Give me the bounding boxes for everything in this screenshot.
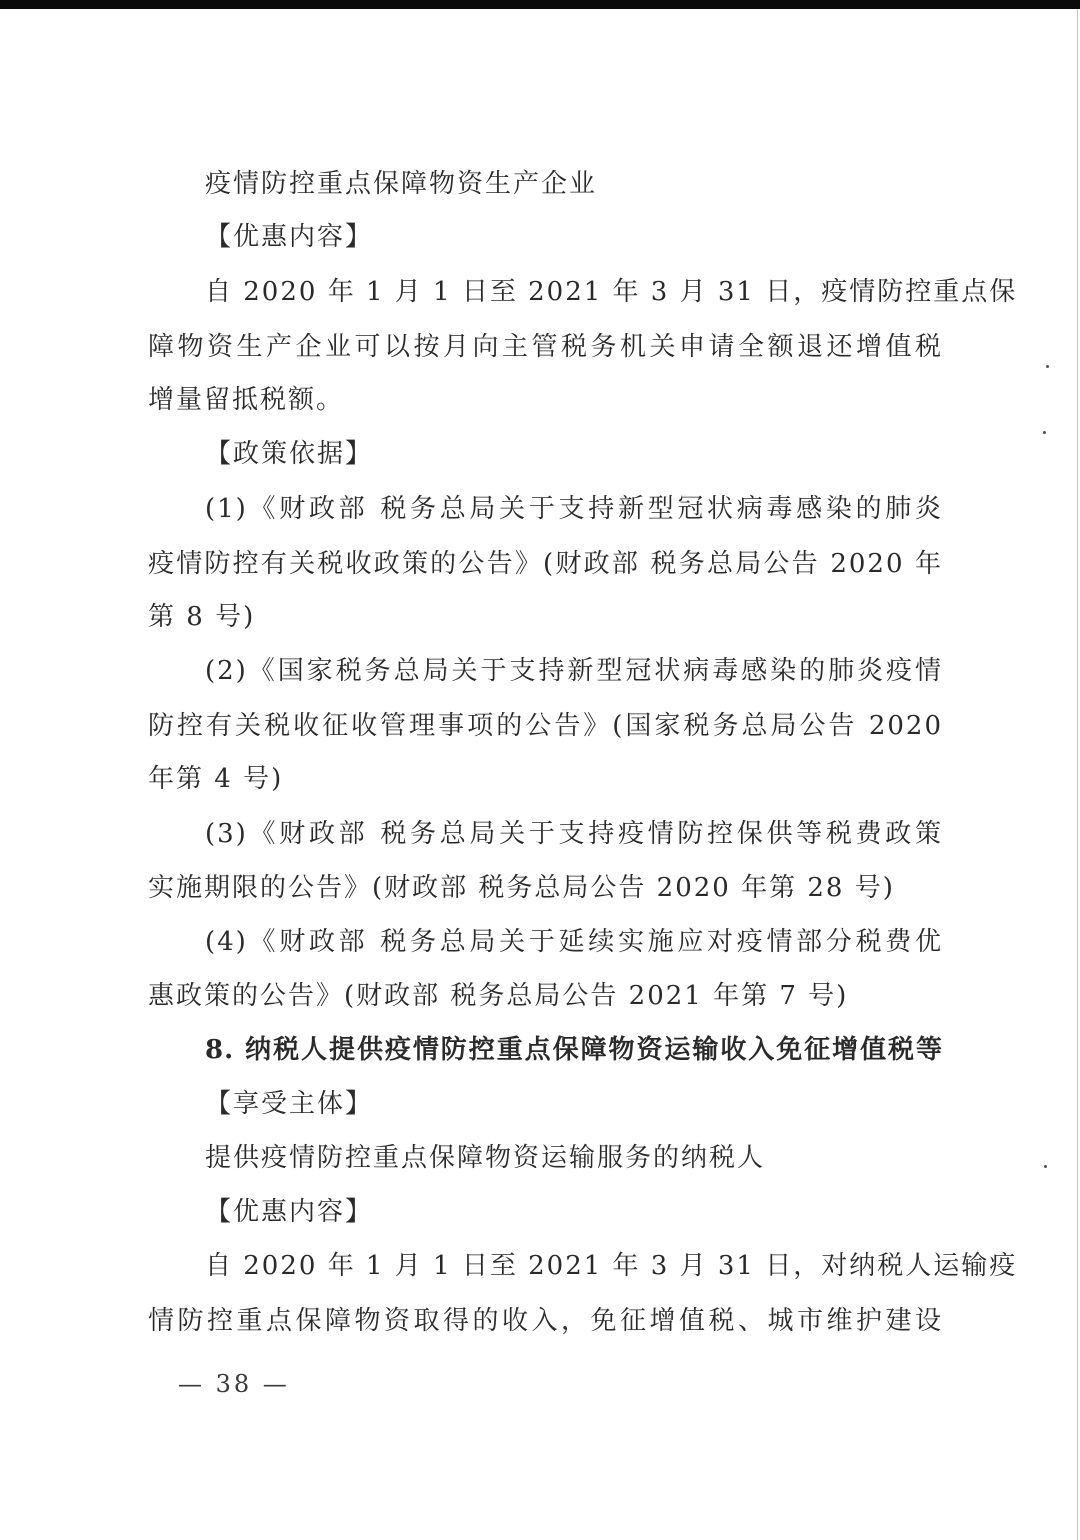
paragraph-line: 增量留抵税额。 bbox=[148, 385, 345, 415]
policy-reference-2-cont: 年第 4 号) bbox=[148, 764, 284, 794]
subject-text: 疫情防控重点保障物资生产企业 bbox=[205, 169, 598, 199]
scan-speck bbox=[1046, 365, 1049, 368]
policy-reference-3-cont: 实施期限的公告》(财政部 税务总局公告 2020 年第 28 号) bbox=[148, 873, 895, 903]
policy-reference-2: (2)《国家税务总局关于支持新型冠状病毒感染的肺炎疫情 bbox=[205, 656, 943, 686]
subject-text: 提供疫情防控重点保障物资运输服务的纳税人 bbox=[205, 1143, 766, 1173]
policy-reference-4-cont: 惠政策的公告》(财政部 税务总局公告 2021 年第 7 号) bbox=[148, 981, 849, 1011]
scan-speck bbox=[1044, 1165, 1047, 1168]
policy-reference-1: (1)《财政部 税务总局关于支持新型冠状病毒感染的肺炎 bbox=[205, 494, 943, 524]
section-heading-subject: 【享受主体】 bbox=[205, 1089, 374, 1119]
item-8-heading: 8. 纳税人提供疫情防控重点保障物资运输收入免征增值税等 bbox=[205, 1035, 943, 1065]
paragraph-line: 情防控重点保障物资取得的收入，免征增值税、城市维护建设 bbox=[148, 1306, 943, 1336]
policy-reference-4: (4)《财政部 税务总局关于延续实施应对疫情部分税费优 bbox=[205, 927, 943, 957]
policy-reference-3: (3)《财政部 税务总局关于支持疫情防控保供等税费政策 bbox=[205, 819, 943, 849]
policy-reference-1-cont: 疫情防控有关税收政策的公告》(财政部 税务总局公告 2020 年 bbox=[148, 549, 943, 579]
section-heading-benefit: 【优惠内容】 bbox=[205, 1197, 374, 1227]
paragraph-line: 自 2020 年 1 月 1 日至 2021 年 3 月 31 日，对纳税人运输疫 bbox=[205, 1251, 1018, 1281]
section-heading-benefit: 【优惠内容】 bbox=[205, 222, 374, 252]
paragraph-line: 自 2020 年 1 月 1 日至 2021 年 3 月 31 日，疫情防控重点保 bbox=[205, 277, 1018, 307]
page-number: — 38 — bbox=[178, 1370, 290, 1398]
scan-top-edge bbox=[0, 0, 1080, 9]
paragraph-line: 障物资生产企业可以按月向主管税务机关申请全额退还增值税 bbox=[148, 332, 943, 362]
document-page bbox=[0, 9, 1078, 1540]
policy-reference-1-cont: 第 8 号) bbox=[148, 602, 256, 632]
section-heading-basis: 【政策依据】 bbox=[205, 439, 374, 469]
policy-reference-2-cont: 防控有关税收征收管理事项的公告》(国家税务总局公告 2020 bbox=[148, 711, 943, 741]
scan-speck bbox=[1043, 431, 1046, 434]
